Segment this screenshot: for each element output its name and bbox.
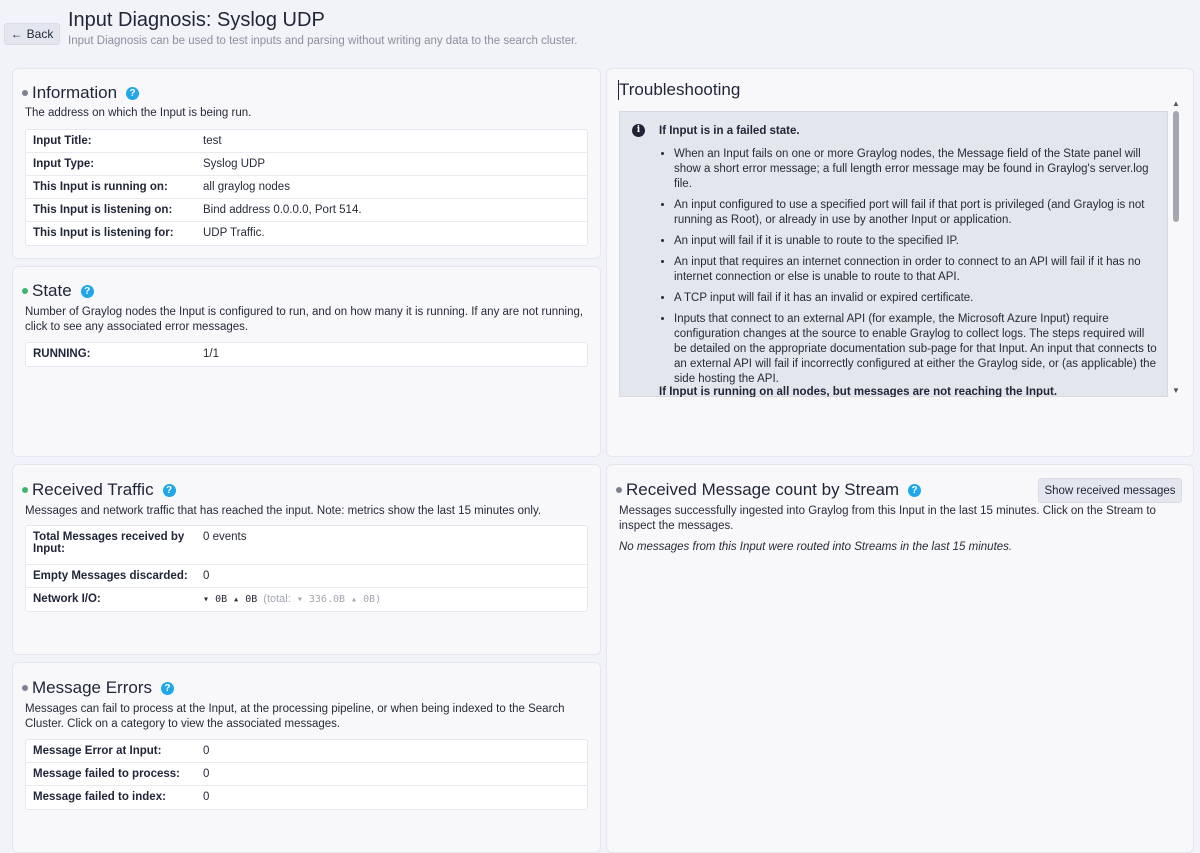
status-dot-icon <box>22 90 28 96</box>
row-key: Message failed to process: <box>33 768 180 780</box>
row-value: 0 <box>203 791 210 803</box>
row-key: This Input is listening for: <box>33 227 174 239</box>
status-dot-icon <box>22 288 28 294</box>
row-value: test <box>203 135 222 147</box>
row-key: RUNNING: <box>33 348 91 360</box>
table-row[interactable] <box>26 763 587 786</box>
errors-table <box>25 739 588 810</box>
state-title-text: State <box>32 281 72 300</box>
troubleshooting-heading-failed: If Input is in a failed state. <box>659 125 800 137</box>
help-icon[interactable]: ? <box>161 682 174 695</box>
table-row[interactable] <box>26 343 587 366</box>
network-up: 0B <box>245 594 258 605</box>
troubleshooting-scrollbar[interactable] <box>1170 100 1182 398</box>
table-row <box>26 588 587 611</box>
network-down: 0B <box>215 594 228 605</box>
row-key: This Input is listening on: <box>33 204 173 216</box>
information-title <box>22 83 139 103</box>
row-key-line: Total Messages received by <box>33 531 185 543</box>
back-button[interactable] <box>4 23 60 45</box>
troubleshooting-heading-running: If Input is running on all nodes, but messages are not reaching the Input. <box>659 386 1058 397</box>
table-row[interactable] <box>26 786 587 809</box>
list-item: • A TCP input will fail if it has an invalid or expired certificate. <box>674 291 1157 306</box>
information-description: The address on which the Input is being run. <box>25 107 252 119</box>
arrow-down-icon: ▾ <box>203 594 210 605</box>
scroll-down-icon[interactable]: ▼ <box>1172 386 1180 395</box>
back-button-label: Back <box>26 27 54 41</box>
arrow-up-icon: ▴ <box>351 594 358 605</box>
row-key: Network I/O: <box>33 593 101 605</box>
troubleshooting-list <box>659 147 1157 393</box>
row-key: Message Error at Input: <box>33 745 162 757</box>
info-icon: i <box>632 124 645 137</box>
table-row <box>26 130 587 153</box>
page-header <box>0 0 1200 64</box>
row-value: UDP Traffic. <box>203 227 265 239</box>
help-icon[interactable]: ? <box>126 87 139 100</box>
table-row <box>26 526 587 565</box>
row-key: Input Title: <box>33 135 92 147</box>
table-row[interactable] <box>26 740 587 763</box>
show-received-messages-button[interactable]: Show received messages <box>1038 478 1182 503</box>
scroll-up-icon[interactable]: ▲ <box>1172 99 1180 108</box>
received-traffic-description: Messages and network traffic that has reached the input. Note: metrics show the last 15 minutes only. <box>25 505 542 517</box>
table-row <box>26 153 587 176</box>
stream-empty-note: No messages from this Input were routed into Streams in the last 15 minutes. <box>619 541 1013 553</box>
stream-count-title <box>616 480 921 500</box>
message-errors-description: Messages can fail to process at the Input, at the processing pipeline, or when being indexed to the Search Cluster. Click on a category to view the associated messages. <box>25 703 565 730</box>
network-total-down: 336.0B <box>308 594 346 605</box>
stream-count-title-text: Received Message count by Stream <box>626 480 900 499</box>
row-key: Message failed to index: <box>33 791 166 803</box>
information-table <box>25 129 588 246</box>
row-value: Syslog UDP <box>203 158 265 170</box>
arrow-down-icon: ▾ <box>296 594 303 605</box>
state-title <box>22 281 94 301</box>
state-description: Number of Graylog nodes the Input is configured to run, and on how many it is running. If any are not running, click to see any associated error messages. <box>25 306 584 333</box>
row-value: 0 <box>203 745 210 757</box>
row-key: Input Type: <box>33 158 95 170</box>
received-traffic-title-text: Received Traffic <box>32 480 154 499</box>
table-row <box>26 199 587 222</box>
stream-count-description: Messages successfully ingested into Graylog from this Input in the last 15 minutes. Click on the Stream to inspect the messages. <box>619 505 1156 532</box>
row-value: 1/1 <box>203 348 219 360</box>
row-value: all graylog nodes <box>203 181 290 193</box>
list-item: • An input configured to use a specified port will fail if that port is privileged (and Graylog is not running as Root), or already in use by another Input or application. <box>674 198 1157 228</box>
state-table[interactable] <box>25 342 588 367</box>
list-item: • An input will fail if it is unable to route to the specified IP. <box>674 234 1157 249</box>
help-icon[interactable]: ? <box>908 484 921 497</box>
row-key: Empty Messages discarded: <box>33 570 188 582</box>
list-item: • When an Input fails on one or more Graylog nodes, the Message field of the State panel will show a short error message; a full length error message may be found in Graylog's server.log file. <box>674 147 1157 192</box>
list-item: • Inputs that connect to an external API (for example, the Microsoft Azure Input) require configuration changes at the source to enable Graylog to collect logs. The steps required will be detailed on the appropriate documentation sub-page for that Input. An input that connects to an external API will fail if incorrectly configured at either the Graylog side, or (as applicable) the side hosting the API. <box>674 312 1157 387</box>
status-dot-icon <box>616 487 622 493</box>
received-traffic-title <box>22 480 176 500</box>
traffic-table <box>25 525 588 612</box>
status-dot-icon <box>22 685 28 691</box>
message-errors-title-text: Message Errors <box>32 678 152 697</box>
row-value: 0 <box>203 768 210 780</box>
scroll-thumb[interactable] <box>1173 111 1179 222</box>
page-subtitle: Input Diagnosis can be used to test inputs and parsing without writing any data to the search cluster. <box>68 35 578 47</box>
row-value: 0 events <box>203 531 247 543</box>
row-key <box>33 531 203 555</box>
row-key: This Input is running on: <box>33 181 168 193</box>
help-icon[interactable]: ? <box>81 285 94 298</box>
list-item: • An input that requires an internet connection in order to connect to an API will fail if it has no internet connection or else is unable to route to that API. <box>674 255 1157 285</box>
network-total-up: 0B) <box>363 594 382 605</box>
table-row <box>26 176 587 199</box>
status-dot-icon <box>22 487 28 493</box>
message-errors-title <box>22 678 174 698</box>
row-value: Bind address 0.0.0.0, Port 514. <box>203 204 362 216</box>
help-icon[interactable]: ? <box>163 484 176 497</box>
troubleshooting-title: Troubleshooting <box>619 80 741 99</box>
network-io-value <box>203 593 580 605</box>
information-title-text: Information <box>32 83 118 102</box>
network-total-label: (total: <box>263 593 291 605</box>
table-row <box>26 222 587 245</box>
arrow-up-icon: ▴ <box>233 594 240 605</box>
row-value: 0 <box>203 570 210 582</box>
row-key-line: Input: <box>33 543 65 555</box>
arrow-left-icon: ← <box>10 27 23 41</box>
page-title: Input Diagnosis: Syslog UDP <box>68 9 325 31</box>
table-row <box>26 565 587 588</box>
